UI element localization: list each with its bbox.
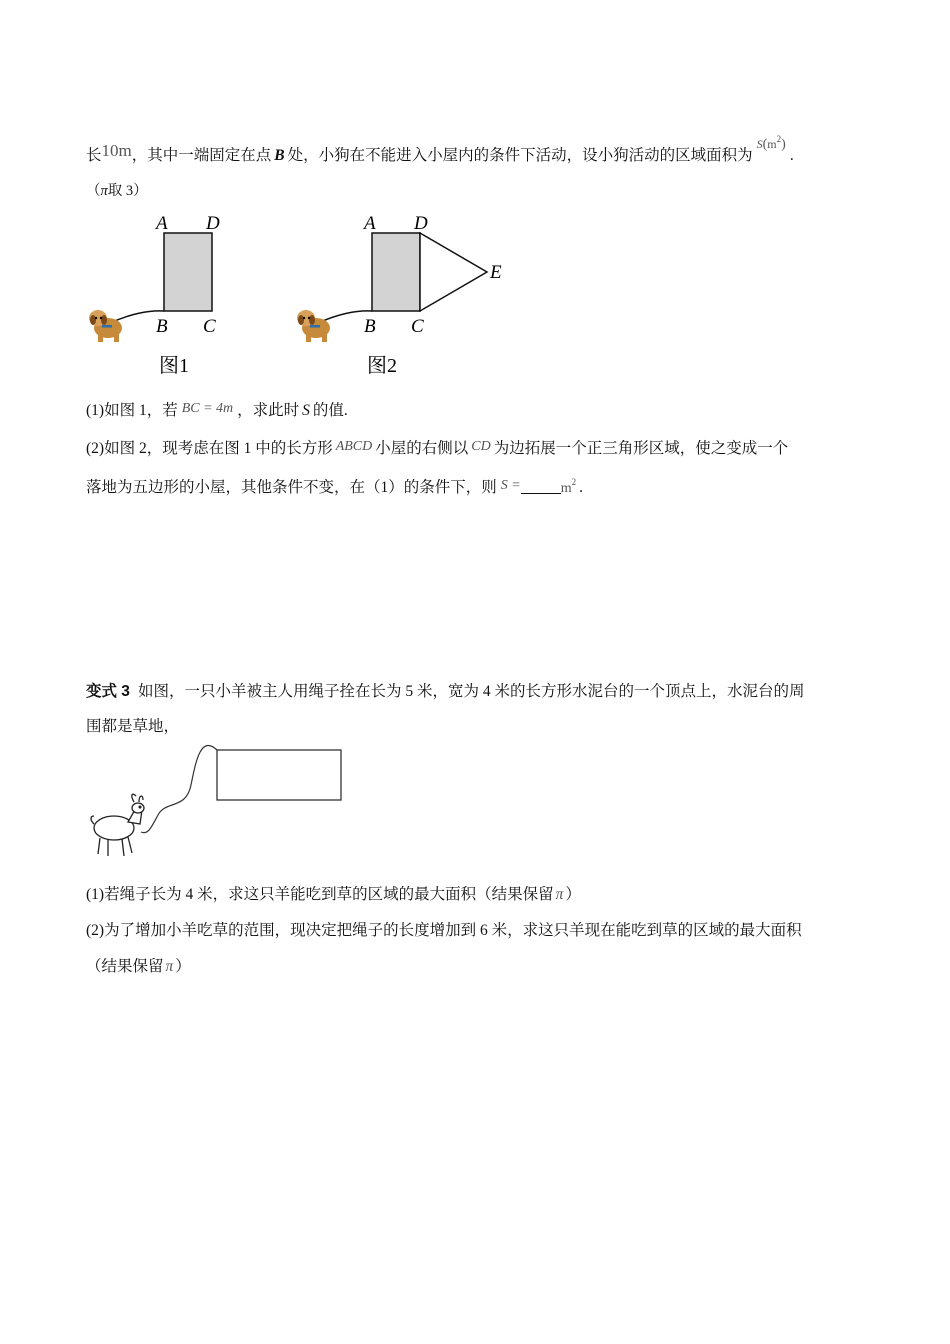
figure-2 — [292, 206, 522, 381]
rectangle-abcd — [164, 233, 212, 311]
variant3-text-line1: 如图，一只小羊被主人用绳子拴在长为 5 米，宽为 4 米的长方形水泥台的一个顶点上，水泥台的周 — [137, 683, 805, 700]
figure-goat — [86, 740, 356, 865]
dog-icon — [297, 310, 330, 342]
q1-var: S — [302, 402, 310, 419]
figure-1 — [84, 206, 254, 381]
q1-text-a: (1)如图 1，若 — [86, 402, 178, 419]
area-symbol: S — [756, 137, 763, 151]
goat-icon — [91, 794, 144, 856]
cement-platform — [217, 750, 341, 800]
q1-text-b: ，求此时 — [237, 402, 300, 419]
label-d: D — [206, 213, 220, 234]
triangle-cde — [420, 233, 487, 311]
problem1-q1 — [86, 398, 348, 422]
variant3-q1-end: ） — [565, 886, 581, 903]
problem1-q2-line2 — [86, 471, 583, 500]
variant3-q2-text-line1: (2)为了增加小羊吃草的范围，现决定把绳子的长度增加到 6 米，求这只羊现在能吃到草的区域的最大面积 — [86, 922, 802, 939]
label-c: C — [203, 316, 216, 337]
variant3-line1 — [86, 681, 804, 703]
q2-text-a: (2)如图 2，现考虑在图 1 中的长方形 — [86, 440, 333, 457]
q1-text-c: 的值. — [312, 402, 348, 419]
label-d: D — [414, 213, 428, 234]
q1-math: BC = 4m — [181, 401, 234, 416]
q2-text-c: 为边拓展一个正三角形区域，使之变成一个 — [493, 440, 789, 457]
area-unit: m — [767, 137, 777, 151]
pi-note — [86, 180, 148, 202]
problem1-line1: 长10m，其中一端固定在点 B 处，小狗在不能进入小屋内的条件下活动，设小狗活动的区域面积为$^S$($^{m2}$). — [86, 134, 794, 164]
figure-1-caption: 图1 — [159, 355, 189, 377]
dog-icon — [89, 310, 122, 342]
rope-line — [141, 745, 217, 832]
q2-line2-text: 落地为五边形的小屋，其他条件不变，在（1）的条件下，则 — [86, 479, 497, 496]
rope-length: 10m — [101, 141, 132, 160]
label-b: B — [156, 316, 168, 337]
variant3-q1-text: (1)若绳子长为 4 米，求这只羊能吃到草的区域的最大面积（结果保留 — [86, 886, 554, 903]
label-c: C — [411, 316, 424, 337]
pi-symbol: π — [100, 183, 108, 199]
variant3-q2-pi: π — [165, 958, 174, 975]
variant3-q1-pi: π — [555, 886, 564, 903]
area-unit-exp: 2 — [776, 134, 782, 144]
variant3-title: 变式 3 — [86, 683, 130, 700]
q2-math-abcd: ABCD — [335, 439, 373, 454]
q2-line2-math: S = — [500, 478, 521, 493]
text-middle: ，其中一端固定在点 — [131, 147, 272, 164]
variant3-line2 — [86, 716, 179, 738]
variant3-q1 — [86, 884, 581, 906]
text-rest: 处，小狗在不能进入小屋内的条件下活动，设小狗活动的区域面积为 — [287, 147, 753, 164]
pi-note-rest: 取 3） — [107, 183, 148, 199]
variant3-text-line2: 围都是草地， — [86, 718, 180, 735]
variant3-q2-line2 — [86, 956, 191, 978]
q2-math-cd: CD — [471, 439, 491, 454]
label-e: E — [490, 262, 502, 283]
pi-note-open: （ — [86, 183, 101, 199]
variant3-q2-line1 — [86, 920, 802, 942]
q2-unit-exp: 2 — [571, 477, 577, 487]
text-prefix: 长 — [86, 147, 102, 164]
rectangle-abcd — [372, 233, 420, 311]
label-b: B — [364, 316, 376, 337]
text-end: . — [789, 147, 794, 164]
problem1-q2-line1 — [86, 436, 788, 460]
q2-text-b: 小屋的右侧以 — [375, 440, 469, 457]
answer-blank[interactable] — [521, 479, 561, 494]
q2-end: . — [579, 479, 583, 496]
variant3-q2-text-line2: （结果保留 — [86, 958, 164, 975]
label-a: A — [364, 213, 376, 234]
point-b: B — [274, 147, 285, 164]
variant3-q2-end: ） — [175, 958, 191, 975]
figure-2-caption: 图2 — [367, 355, 397, 377]
label-a: A — [156, 213, 168, 234]
q2-unit: m — [560, 481, 572, 496]
